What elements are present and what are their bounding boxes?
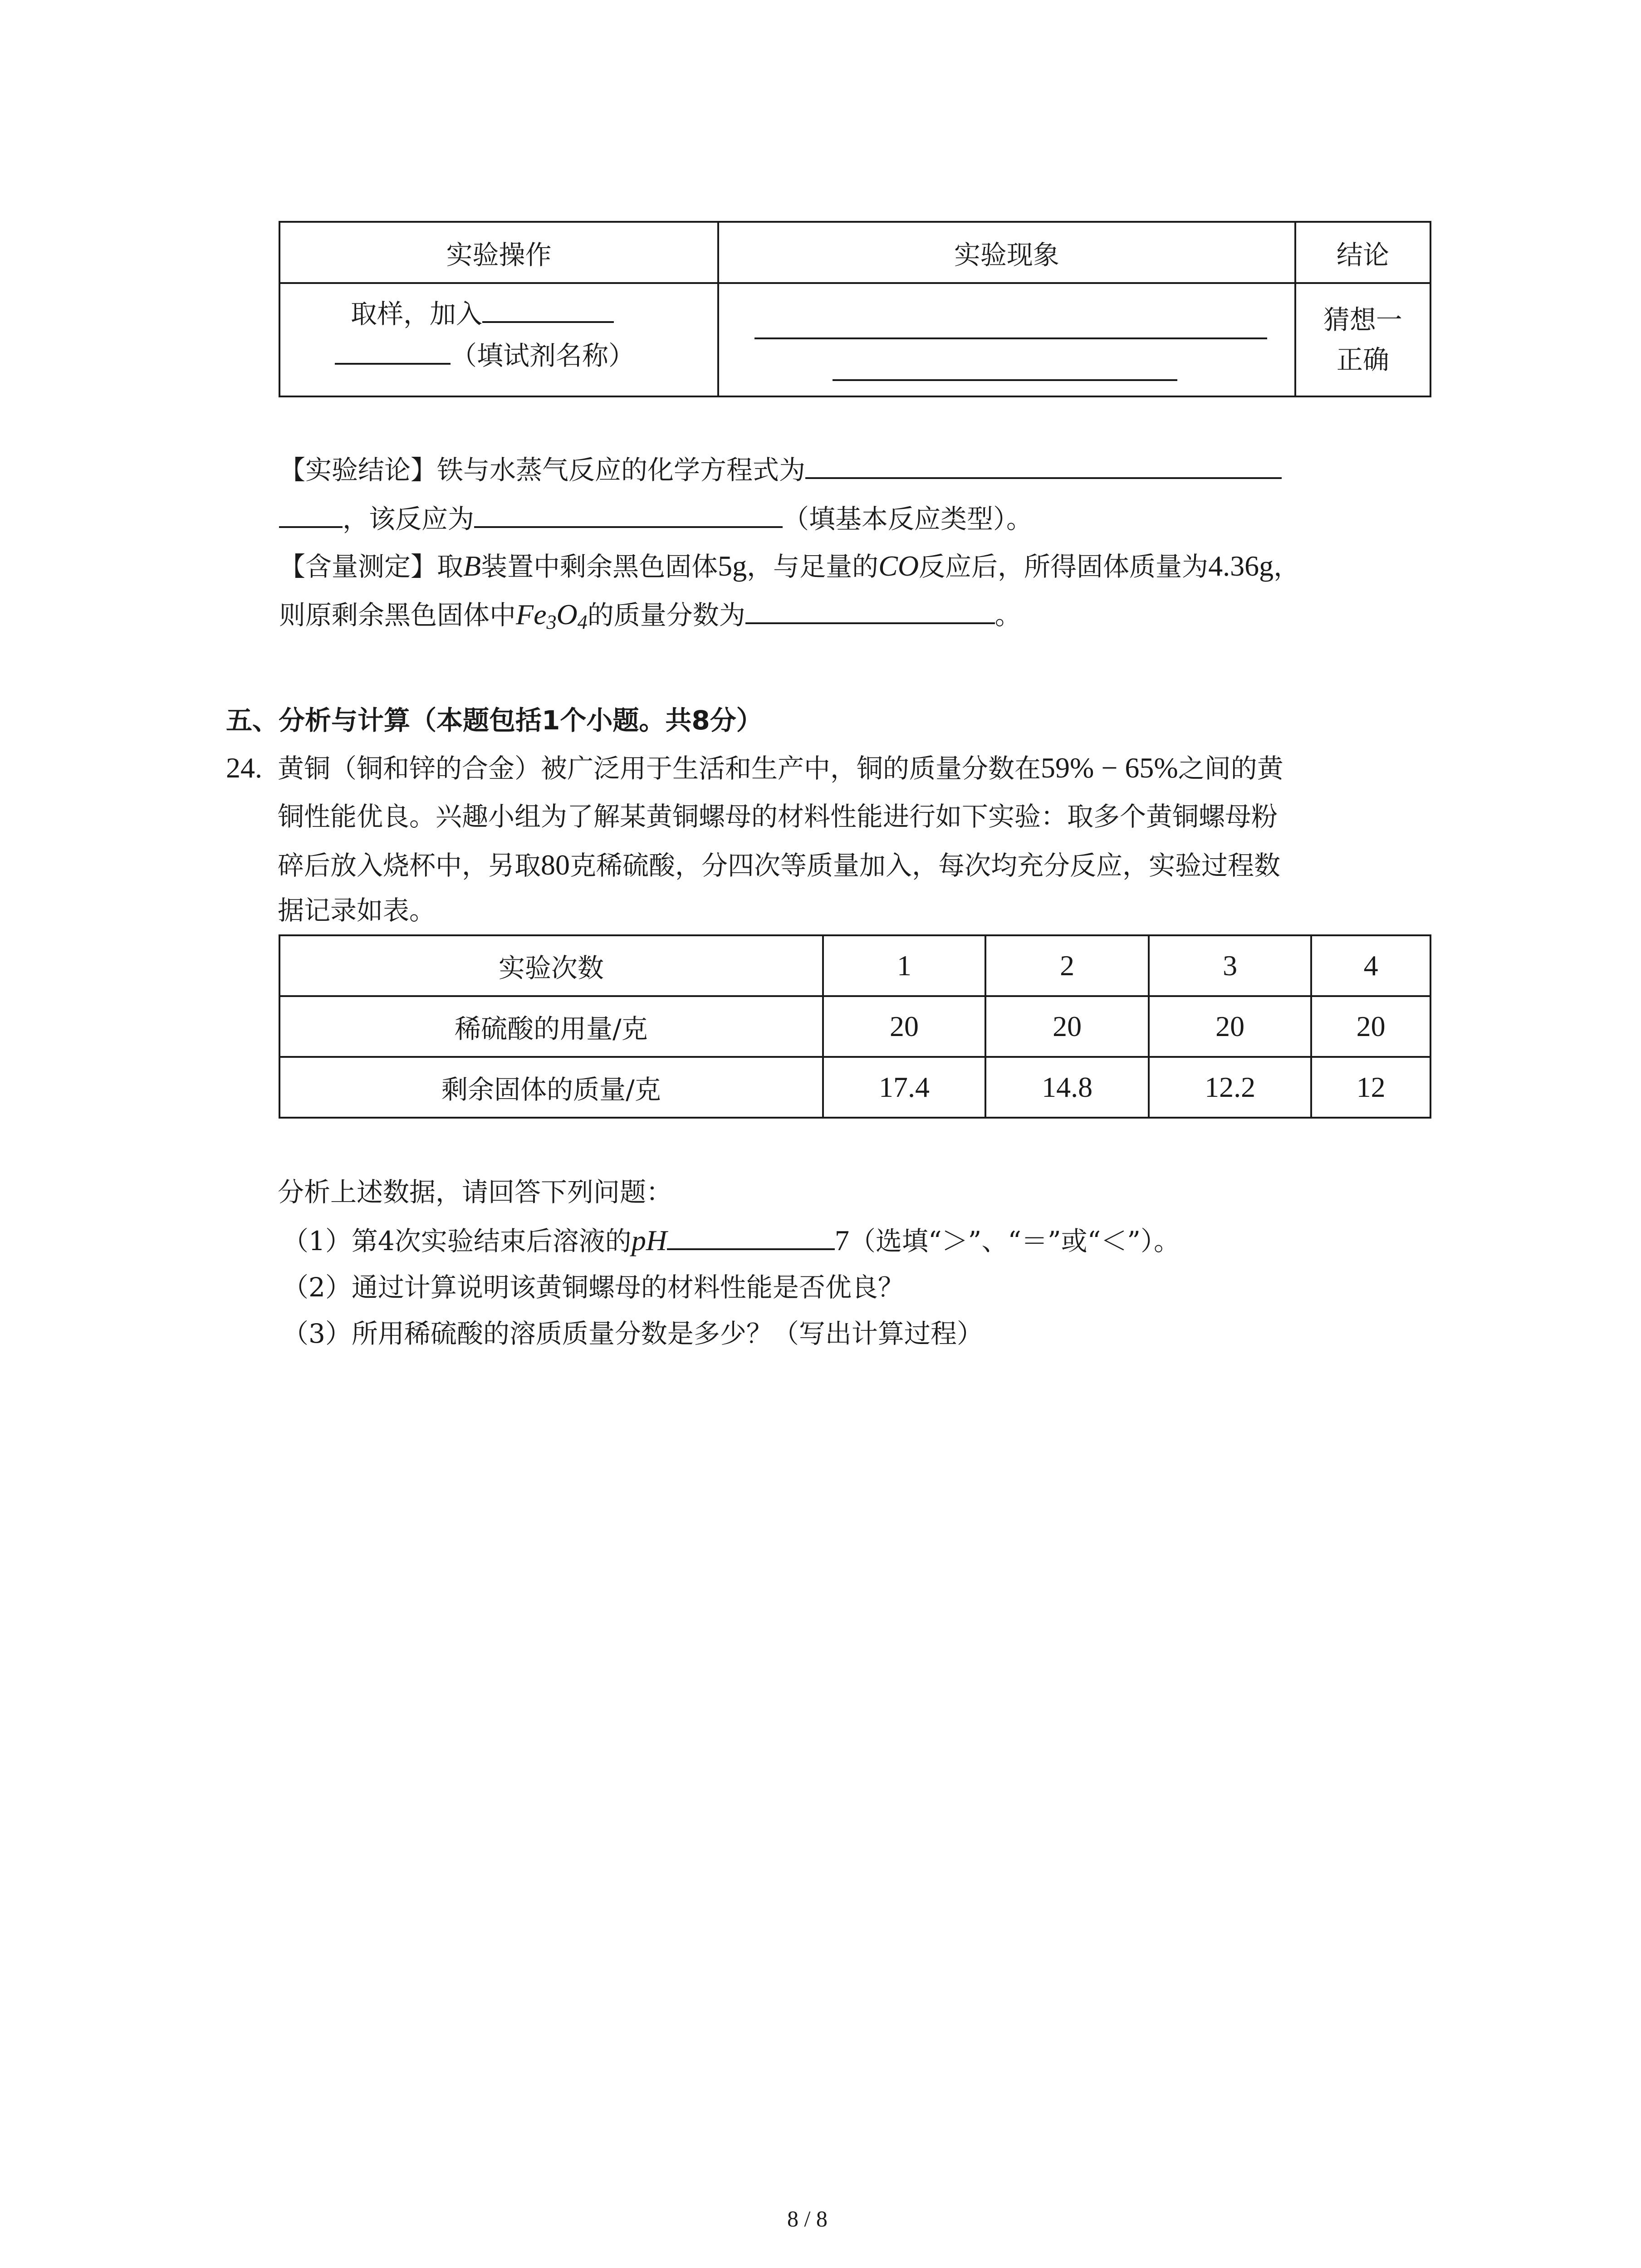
cell: 14.8	[985, 1057, 1149, 1118]
section-5-title: 五、分析与计算（本题包括1个小题。共8分）	[226, 705, 763, 736]
equation-blank[interactable]	[805, 449, 1282, 479]
measure-mass-436g: 4.36g	[1208, 550, 1274, 582]
equation-blank-continued[interactable]	[279, 498, 343, 528]
measure-text-e: ，与足量的	[747, 551, 879, 582]
header-phenomenon: 实验现象	[718, 222, 1295, 283]
conclusion-line2: 正确	[1336, 344, 1389, 375]
header-trial-label: 实验次数	[279, 935, 823, 996]
reaction-type-blank[interactable]	[474, 498, 783, 528]
mass-fraction-blank[interactable]	[745, 594, 995, 624]
q24-line1a: 黄铜（铜和锌的合金）被广泛用于生活和生产中，铜的质量分数在	[278, 753, 1041, 784]
q24-acid-mass: 80	[541, 849, 570, 881]
header-trial-1: 1	[823, 935, 986, 996]
measure-b: B	[463, 550, 481, 582]
data-table	[279, 934, 1431, 1119]
q1-seven: 7	[835, 1224, 850, 1256]
experiment-table	[279, 221, 1431, 397]
header-conclusion: 结论	[1295, 222, 1430, 283]
table-row	[279, 1057, 1430, 1118]
q24-line4: 据记录如表。	[278, 895, 436, 926]
conclusion-text-1: 【实验结论】铁与水蒸气反应的化学方程式为	[279, 455, 806, 485]
operation-cell	[279, 283, 718, 396]
cell: 20	[1311, 996, 1430, 1057]
reagent-blank[interactable]	[482, 293, 614, 323]
question-3: （3）所用稀硫酸的溶质质量分数是多少？（写出计算过程）	[282, 1318, 983, 1349]
conclusion-cell	[1295, 283, 1430, 396]
q1-text-a: （1）第4次实验结束后溶液的	[282, 1226, 632, 1256]
reagent-name-blank[interactable]	[335, 335, 451, 365]
q24-line3a: 碎后放入烧杯中，另取	[278, 850, 541, 881]
measure-text-m: 。	[994, 600, 1021, 631]
q1-ph: pH	[631, 1224, 667, 1256]
question-24-number: 24.	[226, 752, 262, 784]
cell: 20	[985, 996, 1149, 1057]
phenomenon-blank-1[interactable]	[754, 337, 1267, 339]
measure-text-g: 反应后，所得固体质量为	[919, 551, 1209, 582]
conclusion-text-2: ，该反应为	[343, 503, 475, 534]
row-solid-label: 剩余固体的质量/克	[279, 1057, 823, 1118]
q24-line3c: 克稀硫酸，分四次等质量加入，每次均充分反应，实验过程数	[570, 850, 1281, 881]
header-operation: 实验操作	[279, 222, 718, 283]
question-2: （2）通过计算说明该黄铜螺母的材料性能是否优良？	[282, 1272, 904, 1303]
measure-text-c: 装置中剩余黑色固体	[481, 551, 718, 582]
table-row	[279, 935, 1430, 996]
header-trial-3: 3	[1149, 935, 1312, 996]
cell: 12	[1311, 1057, 1430, 1118]
q24-percent-range: 59% − 65%	[1041, 752, 1178, 784]
page-number: 8 / 8	[787, 2206, 828, 2231]
header-trial-4: 4	[1311, 935, 1430, 996]
conclusion-text-3: （填基本反应类型）。	[783, 503, 1033, 534]
ph-comparison-blank[interactable]	[667, 1220, 835, 1250]
cell: 17.4	[823, 1057, 986, 1118]
conclusion-line1: 猜想一	[1323, 304, 1402, 335]
phenomenon-blank-2[interactable]	[833, 379, 1177, 381]
measure-co: CO	[878, 550, 919, 582]
phenomenon-cell	[718, 283, 1295, 396]
q24-line2: 铜性能优良。兴趣小组为了解某黄铜螺母的材料性能进行如下实验：取多个黄铜螺母粉	[278, 801, 1278, 832]
operation-line2: （填试剂名称）	[451, 340, 635, 371]
measure-text-l: 的质量分数为	[587, 600, 745, 631]
questions-intro: 分析上述数据，请回答下列问题：	[278, 1177, 673, 1207]
q24-line1c: 之间的黄	[1178, 753, 1283, 784]
header-trial-2: 2	[985, 935, 1149, 996]
cell: 20	[823, 996, 986, 1057]
measure-text-j: 则原剩余黑色固体中	[279, 600, 516, 631]
cell: 20	[1149, 996, 1312, 1057]
table-row	[279, 996, 1430, 1057]
measure-text-a: 【含量测定】取	[279, 551, 464, 582]
measure-text-i: ，	[1274, 551, 1300, 582]
formula-fe3o4: $Fe_3O_4$	[516, 598, 588, 633]
cell: 12.2	[1149, 1057, 1312, 1118]
q1-text-d: （选填“＞”、“＝”或“＜”）。	[849, 1226, 1180, 1256]
measure-mass-5g: 5g	[718, 550, 747, 582]
operation-line1: 取样，加入	[351, 298, 483, 329]
row-acid-label: 稀硫酸的用量/克	[279, 996, 823, 1057]
